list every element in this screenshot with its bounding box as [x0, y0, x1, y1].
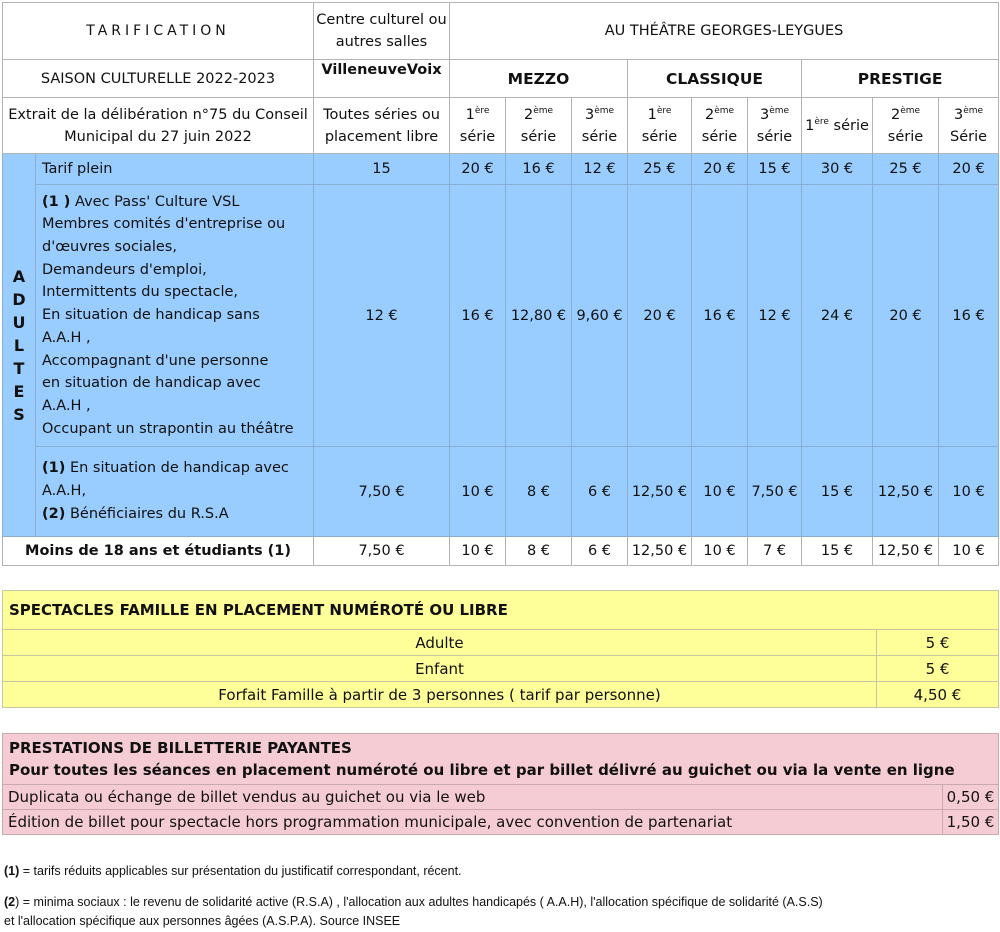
famille-price: 5 €: [877, 656, 999, 682]
category-line: Accompagnant d'une personne: [42, 352, 269, 369]
centre-header: Centre culturel ou autres salles: [314, 3, 450, 60]
tarification-title: TARIFICATION: [3, 3, 314, 60]
price-cell: 12 €: [748, 185, 802, 447]
price-cell: 12,80 €: [506, 185, 572, 447]
billetterie-header: [3, 734, 999, 785]
famille-label: Forfait Famille à partir de 3 personnes ( tarif par personne): [3, 682, 877, 708]
category-line: A.A.H,: [42, 483, 87, 499]
price-cell: 8 €: [506, 447, 572, 537]
price-cell: 16 €: [692, 185, 748, 447]
table-row: [3, 682, 999, 708]
price-cell: 12,50 €: [873, 447, 939, 537]
price-cell: 15 €: [748, 154, 802, 185]
youth-row: [3, 537, 999, 566]
price-cell: 10 €: [450, 537, 506, 566]
category-line: (1 ) Avec Pass' Culture VSL: [42, 193, 240, 210]
billetterie-label: Duplicata ou échange de billet vendus au guichet ou via le web: [3, 785, 943, 810]
category-label: [36, 185, 314, 447]
table-row: [3, 447, 999, 537]
price-cell: 9,60 €: [572, 185, 628, 447]
price-cell: 7,50 €: [314, 447, 450, 537]
category-line: d'œuvres sociales,: [42, 239, 177, 256]
category-line: (2) Bénéficiaires du R.S.A: [42, 506, 229, 522]
series-header-row: [3, 98, 999, 154]
billetterie-price: 1,50 €: [943, 810, 999, 835]
series-header: 3ème Série: [939, 98, 999, 154]
price-cell: 6 €: [572, 537, 628, 566]
table-row: [3, 154, 999, 185]
category-label: [36, 447, 314, 537]
price-cell: 12 €: [314, 185, 450, 447]
table-row: [3, 785, 999, 810]
price-cell: 15: [314, 154, 450, 185]
series-header: 1ère série: [802, 98, 873, 154]
famille-price: 5 €: [877, 630, 999, 656]
series-header: 1ère série: [628, 98, 692, 154]
group-classique: CLASSIQUE: [628, 60, 802, 98]
price-cell: 30 €: [802, 154, 873, 185]
price-cell: 20 €: [692, 154, 748, 185]
table-row: [3, 630, 999, 656]
category-line: Membres comités d'entreprise ou: [42, 216, 286, 233]
footnote-2: (2) = minima sociaux : le revenu de solidarité active (R.S.A) , l'allocation aux adultes handicapés ( A.A.H), l'allocation spécifique de solidarité (A.S.S) et l'allocation spécifique aux personnes âgées (A.S.P.A). Source INSEE: [4, 895, 823, 928]
billetterie-label: Édition de billet pour spectacle hors programmation municipale, avec convention de partenariat: [3, 810, 943, 835]
series-header: 2ème série: [506, 98, 572, 154]
price-cell: 12,50 €: [628, 447, 692, 537]
price-cell: 10 €: [939, 537, 999, 566]
series-header: 2ème série: [692, 98, 748, 154]
famille-label: Enfant: [3, 656, 877, 682]
price-cell: 16 €: [506, 154, 572, 185]
footnote-1: (1) = tarifs réduits applicables sur présentation du justificatif correspondant, récent.: [4, 864, 462, 878]
price-cell: 6 €: [572, 447, 628, 537]
famille-table: [2, 590, 999, 708]
season-label: SAISON CULTURELLE 2022-2023: [3, 60, 314, 98]
centre-sub-label: Toutes séries ou placement libre: [314, 98, 450, 154]
table-row: [3, 185, 999, 447]
category-line: En situation de handicap sans: [42, 307, 260, 324]
famille-title: SPECTACLES FAMILLE EN PLACEMENT NUMÉROTÉ OU LIBRE: [3, 591, 999, 630]
category-line: Occupant un strapontin au théâtre: [42, 420, 294, 437]
price-cell: 20 €: [450, 154, 506, 185]
price-cell: 7,50 €: [748, 447, 802, 537]
adultes-vertical-label: A D U L T E S: [3, 154, 36, 537]
billetterie-table: [2, 733, 999, 835]
series-header: 3ème série: [748, 98, 802, 154]
table-row: [3, 810, 999, 835]
price-cell: 7,50 €: [314, 537, 450, 566]
group-mezzo: MEZZO: [450, 60, 628, 98]
series-header: 1ère série: [450, 98, 506, 154]
theatre-header: AU THÉÂTRE GEORGES-LEYGUES: [450, 3, 999, 60]
price-cell: 20 €: [939, 154, 999, 185]
tarification-table: [2, 2, 999, 566]
price-cell: 10 €: [450, 447, 506, 537]
price-cell: 12,50 €: [628, 537, 692, 566]
price-cell: 20 €: [873, 185, 939, 447]
price-cell: 16 €: [450, 185, 506, 447]
price-cell: 10 €: [939, 447, 999, 537]
category-line: Demandeurs d'emploi,: [42, 261, 207, 278]
price-cell: 15 €: [802, 537, 873, 566]
table-row: [3, 656, 999, 682]
billetterie-title: PRESTATIONS DE BILLETTERIE PAYANTES: [9, 739, 352, 757]
price-cell: 12,50 €: [873, 537, 939, 566]
youth-label: Moins de 18 ans et étudiants (1): [3, 537, 314, 566]
price-cell: 8 €: [506, 537, 572, 566]
price-cell: 15 €: [802, 447, 873, 537]
famille-price: 4,50 €: [877, 682, 999, 708]
category-line: en situation de handicap avec: [42, 375, 261, 392]
centre-venue: VilleneuveVoix: [314, 60, 450, 98]
category-line: (1) En situation de handicap avec: [42, 460, 289, 476]
price-cell: 7 €: [748, 537, 802, 566]
price-cell: 20 €: [628, 185, 692, 447]
price-cell: 12 €: [572, 154, 628, 185]
category-line: A.A.H ,: [42, 329, 91, 346]
deliberation-label: Extrait de la délibération n°75 du Conseil Municipal du 27 juin 2022: [3, 98, 314, 154]
price-cell: 10 €: [692, 447, 748, 537]
price-cell: 24 €: [802, 185, 873, 447]
price-cell: 16 €: [939, 185, 999, 447]
billetterie-price: 0,50 €: [943, 785, 999, 810]
category-label: Tarif plein: [36, 154, 314, 185]
price-cell: 10 €: [692, 537, 748, 566]
price-cell: 25 €: [628, 154, 692, 185]
group-prestige: PRESTIGE: [802, 60, 999, 98]
category-line: A.A.H ,: [42, 397, 91, 414]
billetterie-subtitle: Pour toutes les séances en placement numéroté ou libre et par billet délivré au guichet ou via la vente en ligne: [9, 761, 955, 779]
famille-label: Adulte: [3, 630, 877, 656]
price-cell: 25 €: [873, 154, 939, 185]
series-header: 2ème série: [873, 98, 939, 154]
category-line: Intermittents du spectacle,: [42, 284, 239, 301]
series-header: 3ème série: [572, 98, 628, 154]
